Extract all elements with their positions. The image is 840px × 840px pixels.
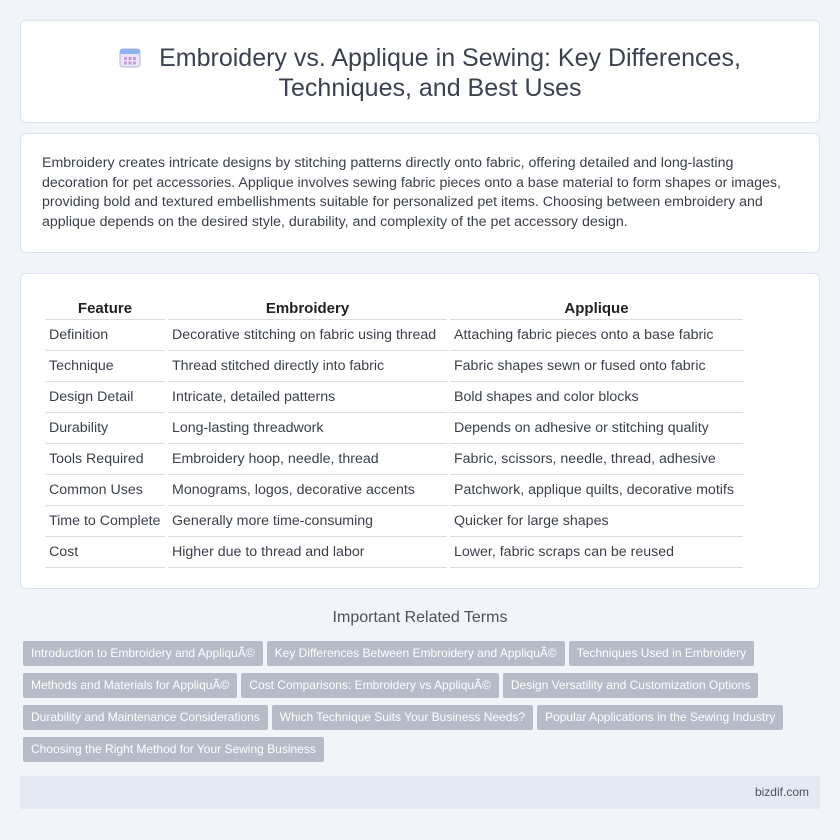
table-row (45, 506, 743, 537)
embroidery-cell: Embroidery hoop, needle, thread (168, 444, 447, 475)
related-tag[interactable]: Key Differences Between Embroidery and AppliquÃ© (267, 641, 565, 666)
feature-cell: Common Uses (45, 475, 165, 506)
applique-cell: Lower, fabric scraps can be reused (450, 537, 743, 568)
table-row (45, 382, 743, 413)
applique-cell: Fabric shapes sewn or fused onto fabric (450, 351, 743, 382)
table-row (45, 351, 743, 382)
applique-cell: Depends on adhesive or stitching quality (450, 413, 743, 444)
embroidery-cell: Higher due to thread and labor (168, 537, 447, 568)
related-tag[interactable]: Cost Comparisons: Embroidery vs AppliquÃ© (241, 673, 499, 698)
embroidery-cell: Long-lasting threadwork (168, 413, 447, 444)
feature-cell: Cost (45, 537, 165, 568)
feature-cell: Durability (45, 413, 165, 444)
related-tag[interactable]: Durability and Maintenance Considerations (23, 705, 268, 730)
intro-text: Embroidery creates intricate designs by stitching patterns directly onto fabric, offering detailed and long-lasting decoration for pet accessories. Applique involves sewing fabric pieces onto a base material to form shapes or images, providing bold and textured embellishments suitable for personalized pet items. Choosing between embroidery and applique depends on the desired style, durability, and complexity of the pet accessory design. (42, 155, 781, 230)
comparison-table-card (20, 273, 820, 589)
applique-cell: Quicker for large shapes (450, 506, 743, 537)
comparison-table (42, 296, 746, 568)
related-tag[interactable]: Introduction to Embroidery and AppliquÃ© (23, 641, 263, 666)
related-terms-title: Important Related Terms (332, 609, 508, 626)
feature-cell: Design Detail (45, 382, 165, 413)
header-feature: Feature (45, 296, 165, 320)
applique-cell: Fabric, scissors, needle, thread, adhesive (450, 444, 743, 475)
page-title: Embroidery vs. Applique in Sewing: Key Differences, Techniques, and Best Uses (159, 44, 741, 102)
embroidery-cell: Generally more time-consuming (168, 506, 447, 537)
table-row (45, 444, 743, 475)
table-header-row (45, 296, 743, 320)
table-row (45, 475, 743, 506)
related-tag[interactable]: Choosing the Right Method for Your Sewing Business (23, 737, 324, 762)
feature-cell: Tools Required (45, 444, 165, 475)
related-tag[interactable]: Techniques Used in Embroidery (569, 641, 754, 666)
embroidery-cell: Thread stitched directly into fabric (168, 351, 447, 382)
related-tag[interactable]: Methods and Materials for AppliquÃ© (23, 673, 237, 698)
header-applique: Applique (450, 296, 743, 320)
related-tag[interactable]: Design Versatility and Customization Options (503, 673, 758, 698)
footer-site-link[interactable]: bizdif.com (754, 785, 809, 799)
related-terms-tags (23, 641, 813, 769)
applique-cell: Patchwork, applique quilts, decorative motifs (450, 475, 743, 506)
feature-cell: Definition (45, 320, 165, 351)
header-embroidery: Embroidery (168, 296, 447, 320)
applique-cell: Bold shapes and color blocks (450, 382, 743, 413)
related-tag[interactable]: Popular Applications in the Sewing Industry (537, 705, 783, 730)
footer-bar (20, 776, 820, 809)
calendar-icon (119, 46, 141, 68)
embroidery-cell: Intricate, detailed patterns (168, 382, 447, 413)
table-row (45, 537, 743, 568)
title-wrap (61, 43, 799, 103)
table-row (45, 413, 743, 444)
related-tag[interactable]: Which Technique Suits Your Business Needs? (272, 705, 533, 730)
header-card (20, 20, 820, 123)
embroidery-cell: Monograms, logos, decorative accents (168, 475, 447, 506)
intro-card (20, 133, 820, 253)
feature-cell: Technique (45, 351, 165, 382)
feature-cell: Time to Complete (45, 506, 165, 537)
embroidery-cell: Decorative stitching on fabric using thread (168, 320, 447, 351)
applique-cell: Attaching fabric pieces onto a base fabric (450, 320, 743, 351)
table-row (45, 320, 743, 351)
